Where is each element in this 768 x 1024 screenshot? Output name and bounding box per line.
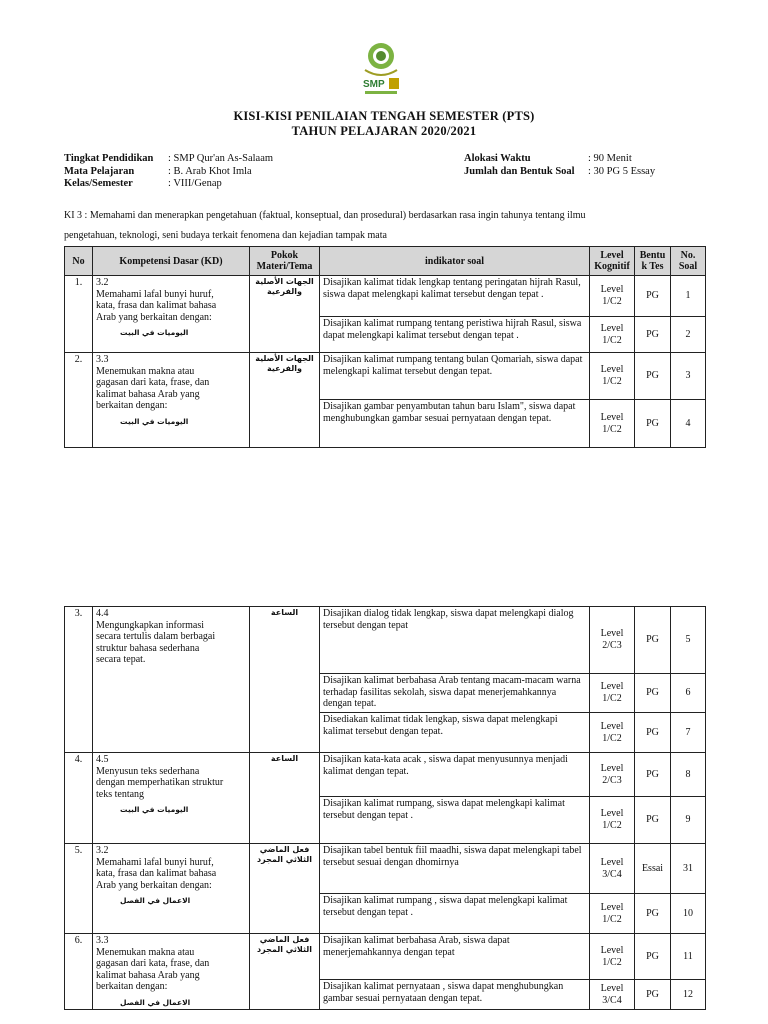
kd-number: 3.2 [96,845,109,856]
row-level: Level 3/C4 [590,844,635,894]
row-indikator: Disajikan kalimat pernyataan , siswa dapat menghubungkan gambar sesuai pernyataan dengan tepat. [320,980,590,1010]
header-no: No [65,247,93,276]
row-indikator: Disajikan kalimat berbahasa Arab tentang macam-macam warna terhadap fasilitas sekolah, siswa dapat menerjemahkannya dengan tepat. [320,674,590,713]
table-row [65,753,706,797]
row-materi [250,353,320,448]
row-bentuk: PG [635,980,671,1010]
row-level: Level 1/C2 [590,276,635,317]
kd-text: Memahami lafal bunyi huruf, kata, frasa dan kalimat bahasa Arab yang berkaitan dengan: [96,288,217,323]
row-level: Level 3/C4 [590,980,635,1010]
kd-text: Menemukan makna atau gagasan dari kata, frase, dan kalimat bahasa Arab yang berkaitan dengan: [96,946,210,992]
row-bentuk: PG [635,674,671,713]
info-left [64,153,273,191]
row-indikator: Disajikan kalimat berbahasa Arab, siswa dapat menerjemahkannya dengan tepat [320,934,590,980]
row-nosoal: 31 [671,844,706,894]
row-kd [93,753,250,844]
row-materi [250,934,320,1010]
row-nosoal: 3 [671,353,706,400]
materi-arabic: فعل الماضي الثلاثي المجرد [257,935,312,954]
info-label: Mata Pelajaran [64,165,135,177]
row-kd [93,276,250,353]
row-bentuk: PG [635,400,671,448]
row-indikator: Disajikan tabel bentuk fiil maadhi, siswa dapat melengkapi tabel tersebut sesuai dengan dhomirnya [320,844,590,894]
row-level: Level 1/C2 [590,317,635,353]
row-level: Level 1/C2 [590,674,635,713]
row-kd [93,844,250,934]
row-indikator: Disediakan kalimat tidak lengkap, siswa dapat melengkapi kalimat tersebut dengan tepat. [320,713,590,753]
header-kd: Kompetensi Dasar (KD) [93,247,250,276]
header-indikator: indikator soal [320,247,590,276]
info-row [464,153,655,166]
materi-arabic: الساعة [270,608,299,617]
info-value: : B. Arab Khot Imla [168,165,252,177]
row-no: 1. [65,276,93,353]
row-bentuk: PG [635,894,671,934]
info-row [64,153,273,166]
school-logo [359,40,403,98]
row-bentuk: PG [635,713,671,753]
row-nosoal: 12 [671,980,706,1010]
kd-arabic-theme: اليوميات في البيت [120,805,189,814]
kd-text: Mengungkapkan informasi secara tertulis dalam berbagai struktur bahasa sederhana secara tepat. [96,619,216,665]
row-level: Level 2/C3 [590,753,635,797]
kisi-table-bottom [64,606,706,1010]
row-nosoal: 1 [671,276,706,317]
row-no: 6. [65,934,93,1010]
row-level: Level 1/C2 [590,894,635,934]
logo-text: SMP [363,79,385,90]
kd-arabic-theme: الاعمال في الفصل [120,896,191,905]
table-row [65,607,706,674]
kd-text: Memahami lafal bunyi huruf, kata, frasa dan kalimat bahasa Arab yang berkaitan dengan: [96,856,217,891]
info-label: Kelas/Semester [64,178,133,189]
header-nosoal: No. Soal [671,247,706,276]
info-row [64,166,273,179]
row-indikator: Disajikan gambar penyambutan tahun baru Islam", siswa dapat menghubungkan gambar sesuai pernyataan dengan tepat. [320,400,590,448]
row-indikator: Disajikan kalimat rumpang tentang bulan Qomariah, siswa dapat melengkapi kalimat tersebut dengan tepat. [320,353,590,400]
materi-arabic: الساعة [270,754,299,763]
row-nosoal: 9 [671,797,706,844]
row-materi [250,607,320,753]
materi-arabic: الجهات الأصلية والفرعية [255,277,314,296]
row-materi [250,844,320,934]
row-level: Level 2/C3 [590,607,635,674]
row-bentuk: PG [635,797,671,844]
info-label: Jumlah dan Bentuk Soal [464,165,575,177]
header-bentuk: Bentu k Tes [635,247,671,276]
info-value: : SMP Qur'an As-Salaam [168,153,274,164]
row-bentuk: PG [635,317,671,353]
kd-number: 4.5 [96,754,109,765]
row-nosoal: 8 [671,753,706,797]
table-row [65,844,706,894]
row-indikator: Disajikan dialog tidak lengkap, siswa dapat melengkapi dialog tersebut dengan tepat [320,607,590,674]
row-level: Level 1/C2 [590,934,635,980]
row-nosoal: 6 [671,674,706,713]
row-level: Level 1/C2 [590,713,635,753]
row-no: 5. [65,844,93,934]
row-no: 3. [65,607,93,753]
table-header-row [65,247,706,276]
row-nosoal: 10 [671,894,706,934]
row-kd [93,353,250,448]
row-nosoal: 5 [671,607,706,674]
row-bentuk: PG [635,934,671,980]
row-nosoal: 4 [671,400,706,448]
kd-number: 3.2 [96,277,109,288]
info-value: : 90 Menit [588,153,632,164]
row-nosoal: 11 [671,934,706,980]
info-right [464,153,655,178]
row-level: Level 1/C2 [590,797,635,844]
table-row [65,353,706,400]
ki-statement-line1: KI 3 : Memahami dan menerapkan pengetahuan (faktual, konseptual, dan prosedural) berdasarkan rasa ingin tahunya tentang ilmu [64,210,586,221]
row-materi [250,753,320,844]
row-no: 2. [65,353,93,448]
header-level: Level Kognitif [590,247,635,276]
row-kd [93,607,250,753]
kisi-table-top [64,246,706,448]
row-bentuk: PG [635,753,671,797]
row-kd [93,934,250,1010]
ki-statement-line2: pengetahuan, teknologi, seni budaya terkait fenomena dan kejadian tampak mata [64,230,387,241]
kd-text: Menemukan makna atau gagasan dari kata, frase, dan kalimat bahasa Arab yang berkaitan dengan: [96,365,210,411]
info-value: : 30 PG 5 Essay [588,165,656,177]
row-level: Level 1/C2 [590,353,635,400]
info-row [64,178,273,191]
row-indikator: Disajikan kalimat rumpang, siswa dapat melengkapi kalimat tersebut dengan tepat . [320,797,590,844]
page-subtitle: TAHUN PELAJARAN 2020/2021 [291,124,477,138]
info-row [464,166,655,179]
page-title: KISI-KISI PENILAIAN TENGAH SEMESTER (PTS) [233,109,535,123]
info-label: Tingkat Pendidikan [64,153,154,164]
row-indikator: Disajikan kalimat rumpang tentang peristiwa hijrah Rasul, siswa dapat melengkapi kalimat tersebut dengan tepat . [320,317,590,353]
row-bentuk: PG [635,607,671,674]
materi-arabic: الجهات الأصلية والفرعية [255,354,314,373]
info-value: : VIII/Genap [168,178,222,189]
table-row [65,276,706,317]
row-indikator: Disajikan kalimat rumpang , siswa dapat melengkapi kalimat tersebut dengan tepat . [320,894,590,934]
school-logo-icon [359,40,403,98]
header-materi: Pokok Materi/Tema [250,247,320,276]
table-row [65,934,706,980]
row-bentuk: PG [635,276,671,317]
kd-text: Menyusun teks sederhana dengan memperhatikan struktur teks tentang [96,765,224,800]
info-label: Alokasi Waktu [464,153,531,164]
row-no: 4. [65,753,93,844]
kd-number: 4.4 [96,608,109,619]
kd-number: 3.3 [96,354,109,365]
row-indikator: Disajikan kalimat tidak lengkap tentang peringatan hijrah Rasul, siswa dapat melengkapi kalimat tersebut dengan tepat . [320,276,590,317]
row-nosoal: 7 [671,713,706,753]
row-nosoal: 2 [671,317,706,353]
row-bentuk: PG [635,353,671,400]
kd-number: 3.3 [96,935,109,946]
kd-arabic-theme: الاعمال في الفصل [120,997,191,1007]
kd-arabic-theme: اليوميات في البيت [120,416,189,426]
kd-arabic-theme: اليوميات في البيت [120,328,189,337]
materi-arabic: فعل الماضي الثلاثي المجرد [257,845,312,864]
row-level: Level 1/C2 [590,400,635,448]
row-indikator: Disajikan kata-kata acak , siswa dapat menyusunnya menjadi kalimat dengan tepat. [320,753,590,797]
row-bentuk: Essai [635,844,671,894]
row-materi [250,276,320,353]
